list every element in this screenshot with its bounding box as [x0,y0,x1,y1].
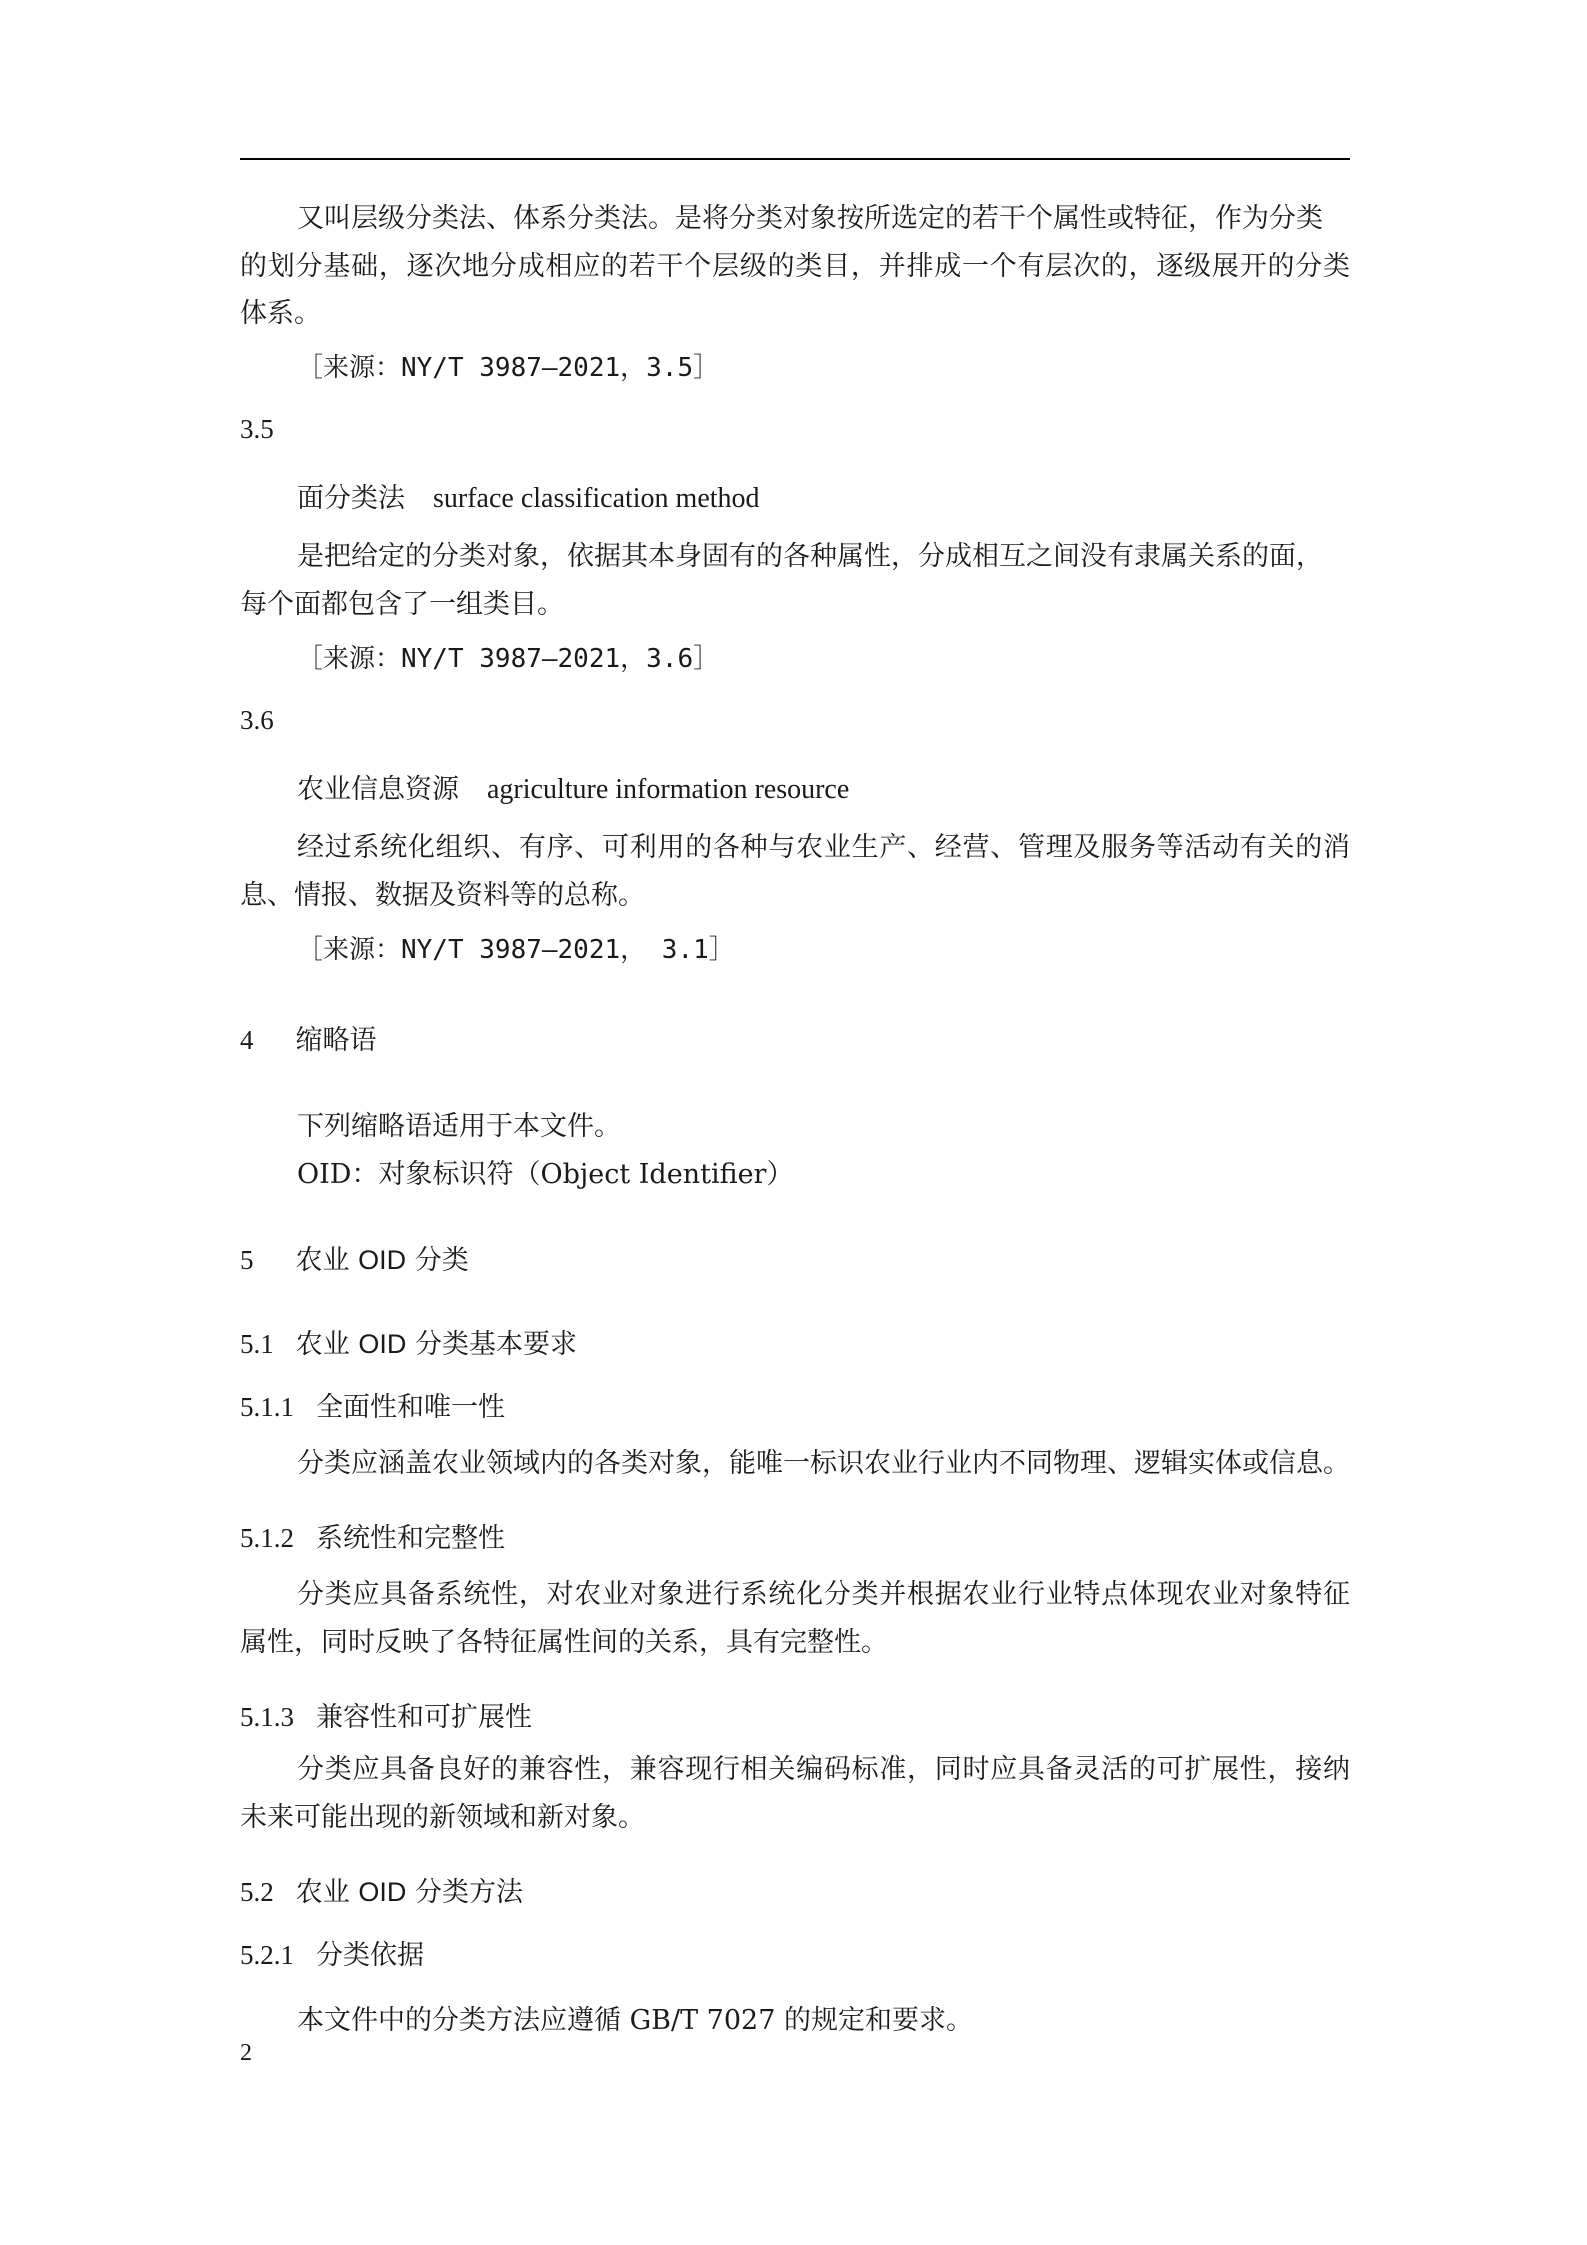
section-5-1-3-title: 兼容性和可扩展性 [316,1702,532,1733]
section-5-2-title-post: 分类方法 [406,1877,523,1908]
section-5-2-number: 5.2 [240,1877,274,1907]
section-5-number: 5 [240,1245,254,1275]
section-4-title: 缩略语 [295,1025,377,1056]
intro-line-1: 又叫层级分类法、体系分类法。是将分类对象按所选定的若干个属性或特征，作为分类 [297,203,1323,234]
section-5-1-3-line-1: 分类应具备良好的兼容性，兼容现行相关编码标准，同时应具备灵活的可扩展性，接纳 [297,1754,1350,1785]
section-5-1-1-number: 5.1.1 [240,1392,294,1422]
intro-line-2: 的划分基础，逐次地分成相应的若干个层级的类目，并排成一个有层次的，逐级展开的分类 [240,251,1350,282]
term-3-5-line-2: 每个面都包含了一组类目。 [240,589,564,620]
section-5-1-title [296,1329,577,1360]
section-5-title-en: OID [358,1245,407,1275]
section-5-2-title-pre: 农业 [295,1877,359,1908]
section-5-1-title-en: OID [358,1329,407,1359]
section-4-abbr: OID：对象标识符（Object Identifier） [297,1159,794,1190]
section-5-2-1-body: 本文件中的分类方法应遵循 GB/T 7027 的规定和要求。 [297,2005,973,2036]
section-5-title-post: 分类 [406,1245,469,1276]
section-4-number: 4 [240,1025,254,1055]
intro-source: ［来源：NY/T 3987—2021，3.5］ [297,353,720,383]
term-3-6-cn: 农业信息资源 [297,774,459,805]
section-4-intro: 下列缩略语适用于本文件。 [297,1111,621,1142]
section-5-1-1-heading [240,1385,505,1424]
section-5-1-2-line-2: 属性，同时反映了各特征属性间的关系，具有完整性。 [240,1627,888,1658]
section-5-title-pre: 农业 [295,1245,359,1276]
section-5-1-3-line-2: 未来可能出现的新领域和新对象。 [240,1802,645,1833]
section-5-1-1-title: 全面性和唯一性 [316,1392,505,1423]
section-5-title [296,1245,469,1276]
section-5-1-title-pre: 农业 [295,1329,359,1360]
section-5-1-2-number: 5.1.2 [240,1523,294,1553]
term-3-6-line-2: 息、情报、数据及资料等的总称。 [240,880,645,911]
term-3-5-source: ［来源：NY/T 3987—2021，3.6］ [297,644,720,674]
section-5-1-2-line-1: 分类应具备系统性，对农业对象进行系统化分类并根据农业行业特点体现农业对象特征 [297,1579,1350,1610]
term-3-5-number: 3.5 [240,414,274,444]
term-3-5-heading [297,476,760,515]
section-5-1-2-heading [240,1516,505,1555]
section-5-1-3-number: 5.1.3 [240,1702,294,1732]
section-5-2-1-heading [240,1933,424,1972]
section-5-1-3-heading [240,1695,532,1734]
term-3-6-source: ［来源：NY/T 3987—2021， 3.1］ [297,935,735,965]
section-5-1-heading [240,1322,577,1361]
header-rule [240,158,1350,160]
section-5-2-1-number: 5.2.1 [240,1940,294,1970]
term-3-6-en: agriculture information resource [487,774,850,805]
section-4-heading [240,1018,377,1057]
term-3-5-en: surface classification method [433,483,760,514]
intro-line-3: 体系。 [240,298,321,329]
term-3-6-heading [297,767,849,806]
section-5-2-title-en: OID [358,1877,407,1907]
term-3-5-line-1: 是把给定的分类对象，依据其本身固有的各种属性，分成相互之间没有隶属关系的面， [297,541,1323,572]
section-5-1-title-post: 分类基本要求 [406,1329,577,1360]
section-5-2-title [296,1877,523,1908]
section-5-2-1-title: 分类依据 [316,1940,424,1971]
page-number: 2 [240,2040,252,2066]
term-3-6-line-1: 经过系统化组织、有序、可利用的各种与农业生产、经营、管理及服务等活动有关的消 [297,832,1350,863]
section-5-heading [240,1238,469,1277]
section-5-1-number: 5.1 [240,1329,274,1359]
section-5-1-2-title: 系统性和完整性 [316,1523,505,1554]
term-3-5-cn: 面分类法 [297,483,405,514]
term-3-6-number: 3.6 [240,705,274,735]
section-5-1-1-line-1: 分类应涵盖农业领域内的各类对象，能唯一标识农业行业内不同物理、逻辑实体或信息。 [297,1448,1350,1479]
section-5-2-heading [240,1870,523,1909]
